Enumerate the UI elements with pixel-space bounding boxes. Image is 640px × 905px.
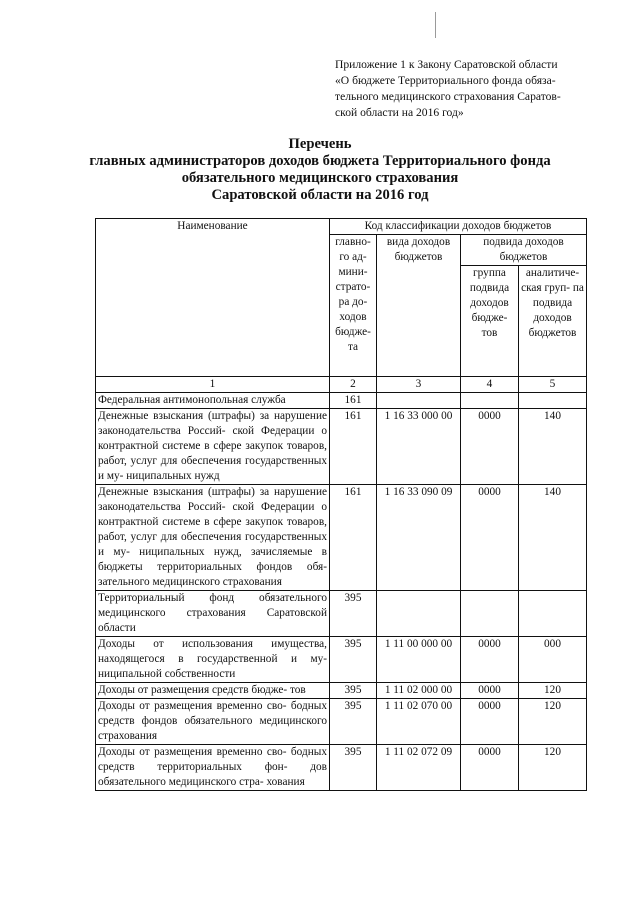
table-row [96,745,587,791]
row-name: Территориальный фонд обязательного медицинского страхования Саратовской области [96,591,330,637]
row-name: Федеральная антимонопольная служба [96,393,330,409]
row-type-code: 1 11 00 000 00 [377,637,461,683]
table-row [96,683,587,699]
column-number: 5 [519,377,587,393]
row-admin-code: 395 [330,637,377,683]
row-type-code [377,393,461,409]
header-name: Наименование [96,219,330,377]
row-type-code: 1 16 33 090 09 [377,485,461,591]
header-subtype-group: подвида доходов бюджетов [461,235,587,266]
header-code-group: Код классификации доходов бюджетов [330,219,587,235]
header-row [96,219,587,235]
row-analytic-code [519,393,587,409]
row-name: Доходы от использования имущества, находящегося в государственной и му- ниципальной собственности [96,637,330,683]
row-analytic-code: 140 [519,485,587,591]
table-row [96,409,587,485]
row-group-code [461,393,519,409]
row-group-code: 0000 [461,637,519,683]
column-number: 4 [461,377,519,393]
row-type-code: 1 11 02 072 09 [377,745,461,791]
row-group-code: 0000 [461,745,519,791]
table-row [96,699,587,745]
appendix-line: «О бюджете Территориального фонда обяза- [335,74,556,87]
row-type-code: 1 11 02 000 00 [377,683,461,699]
appendix-line: Приложение 1 к Закону Саратовской области [335,58,558,71]
row-name: Денежные взыскания (штрафы) за нарушение законодательства Россий- ской Федерации о контрактной системе в сфере закупок товаров, работ, услуг для обеспечения государственных и му- ниципальных нужд [96,409,330,485]
row-admin-code: 395 [330,683,377,699]
row-analytic-code: 000 [519,637,587,683]
row-analytic-code: 120 [519,683,587,699]
title-line: главных администраторов доходов бюджета Территориального фонда [89,153,551,169]
row-group-code [461,591,519,637]
row-type-code: 1 16 33 000 00 [377,409,461,485]
column-number: 2 [330,377,377,393]
row-name: Доходы от размещения временно сво- бодных средств фондов обязательного медицинского страхования [96,699,330,745]
row-group-code: 0000 [461,699,519,745]
row-group-code: 0000 [461,409,519,485]
appendix-line: тельного медицинского страхования Саратов- [335,90,561,103]
row-name: Доходы от размещения средств бюдже- тов [96,683,330,699]
document-title [60,136,580,204]
row-admin-code: 395 [330,591,377,637]
row-name: Денежные взыскания (штрафы) за нарушение законодательства Россий- ской Федерации о контрактной системе в сфере закупок товаров, работ, услуг для обеспечения государственных и му- ниципальных нужд, зачисляемые в бюджеты территориальных фондов обя- зательного медицинского страхования [96,485,330,591]
row-type-code [377,591,461,637]
header-income-type: вида доходов бюджетов [377,235,461,377]
title-line: Саратовской области на 2016 год [211,187,429,203]
table-row [96,393,587,409]
row-analytic-code: 120 [519,699,587,745]
row-analytic-code: 120 [519,745,587,791]
table-row [96,485,587,591]
row-group-code: 0000 [461,485,519,591]
row-analytic-code [519,591,587,637]
revenue-administrators-table [95,218,587,791]
row-admin-code: 161 [330,409,377,485]
header-analytic: аналитиче- ская груп- па подвида доходов бюджетов [519,266,587,377]
row-analytic-code: 140 [519,409,587,485]
title-line: обязательного медицинского страхования [181,170,459,186]
appendix-note [335,57,597,121]
column-number-row [96,377,587,393]
column-number: 1 [96,377,330,393]
row-type-code: 1 11 02 070 00 [377,699,461,745]
row-admin-code: 395 [330,699,377,745]
header-subtype: группа подвида доходов бюдже- тов [461,266,519,377]
table-row [96,591,587,637]
row-admin-code: 161 [330,393,377,409]
title-line: Перечень [288,136,352,152]
row-admin-code: 161 [330,485,377,591]
appendix-line: ской области на 2016 год» [335,106,464,119]
row-name: Доходы от размещения временно сво- бодных средств территориальных фон- дов обязательного медицинского стра- хования [96,745,330,791]
row-admin-code: 395 [330,745,377,791]
scan-artifact-line [435,12,436,38]
header-admin: главно- го ад- мини- страто- ра до- ходов бюдже- та [330,235,377,377]
row-group-code: 0000 [461,683,519,699]
column-number: 3 [377,377,461,393]
table-row [96,637,587,683]
